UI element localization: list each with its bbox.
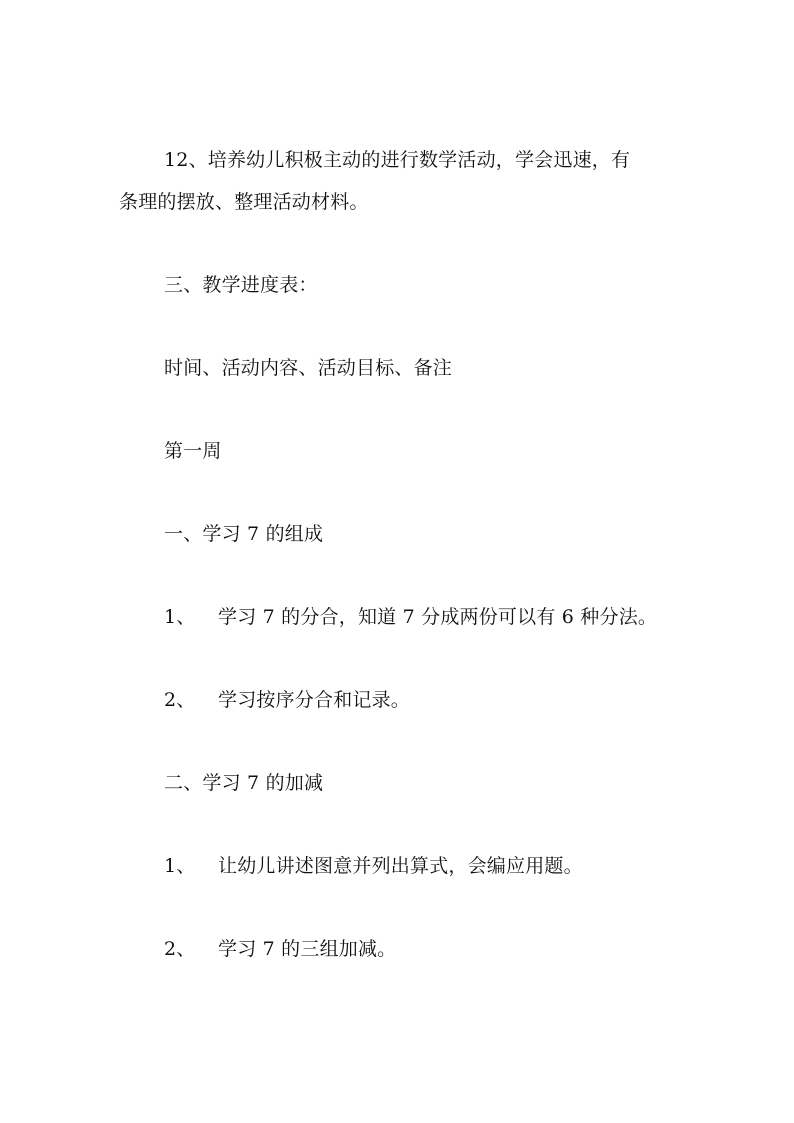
list-item-text: 学习 7 的分合，知道 7 分成两份可以有 6 种分法。	[218, 606, 658, 628]
topic-heading-composition: 一、学习 7 的组成	[164, 523, 324, 545]
list-item	[164, 688, 410, 712]
topic-heading-addition-subtraction: 二、学习 7 的加减	[164, 772, 324, 794]
list-item-number: 1、	[164, 855, 196, 877]
paragraph-12-line-1: 12、培养幼儿积极主动的进行数学活动，学会迅速，有	[164, 149, 631, 171]
list-item-number: 2、	[164, 938, 196, 960]
list-item-text: 让幼儿讲述图意并列出算式，会编应用题。	[218, 855, 583, 877]
section-heading-schedule: 三、教学进度表：	[164, 274, 318, 296]
list-item	[164, 937, 396, 961]
list-item-text: 学习 7 的三组加减。	[218, 938, 397, 960]
list-item-text: 学习按序分合和记录。	[218, 689, 411, 711]
schedule-table-header: 时间、活动内容、活动目标、备注	[164, 357, 453, 379]
list-item-number: 2、	[164, 689, 196, 711]
list-item	[164, 605, 657, 629]
paragraph-12-line-2: 条理的摆放、整理活动材料。	[119, 191, 369, 213]
week-label: 第一周	[164, 440, 222, 462]
list-item	[164, 854, 583, 878]
list-item-number: 1、	[164, 606, 196, 628]
